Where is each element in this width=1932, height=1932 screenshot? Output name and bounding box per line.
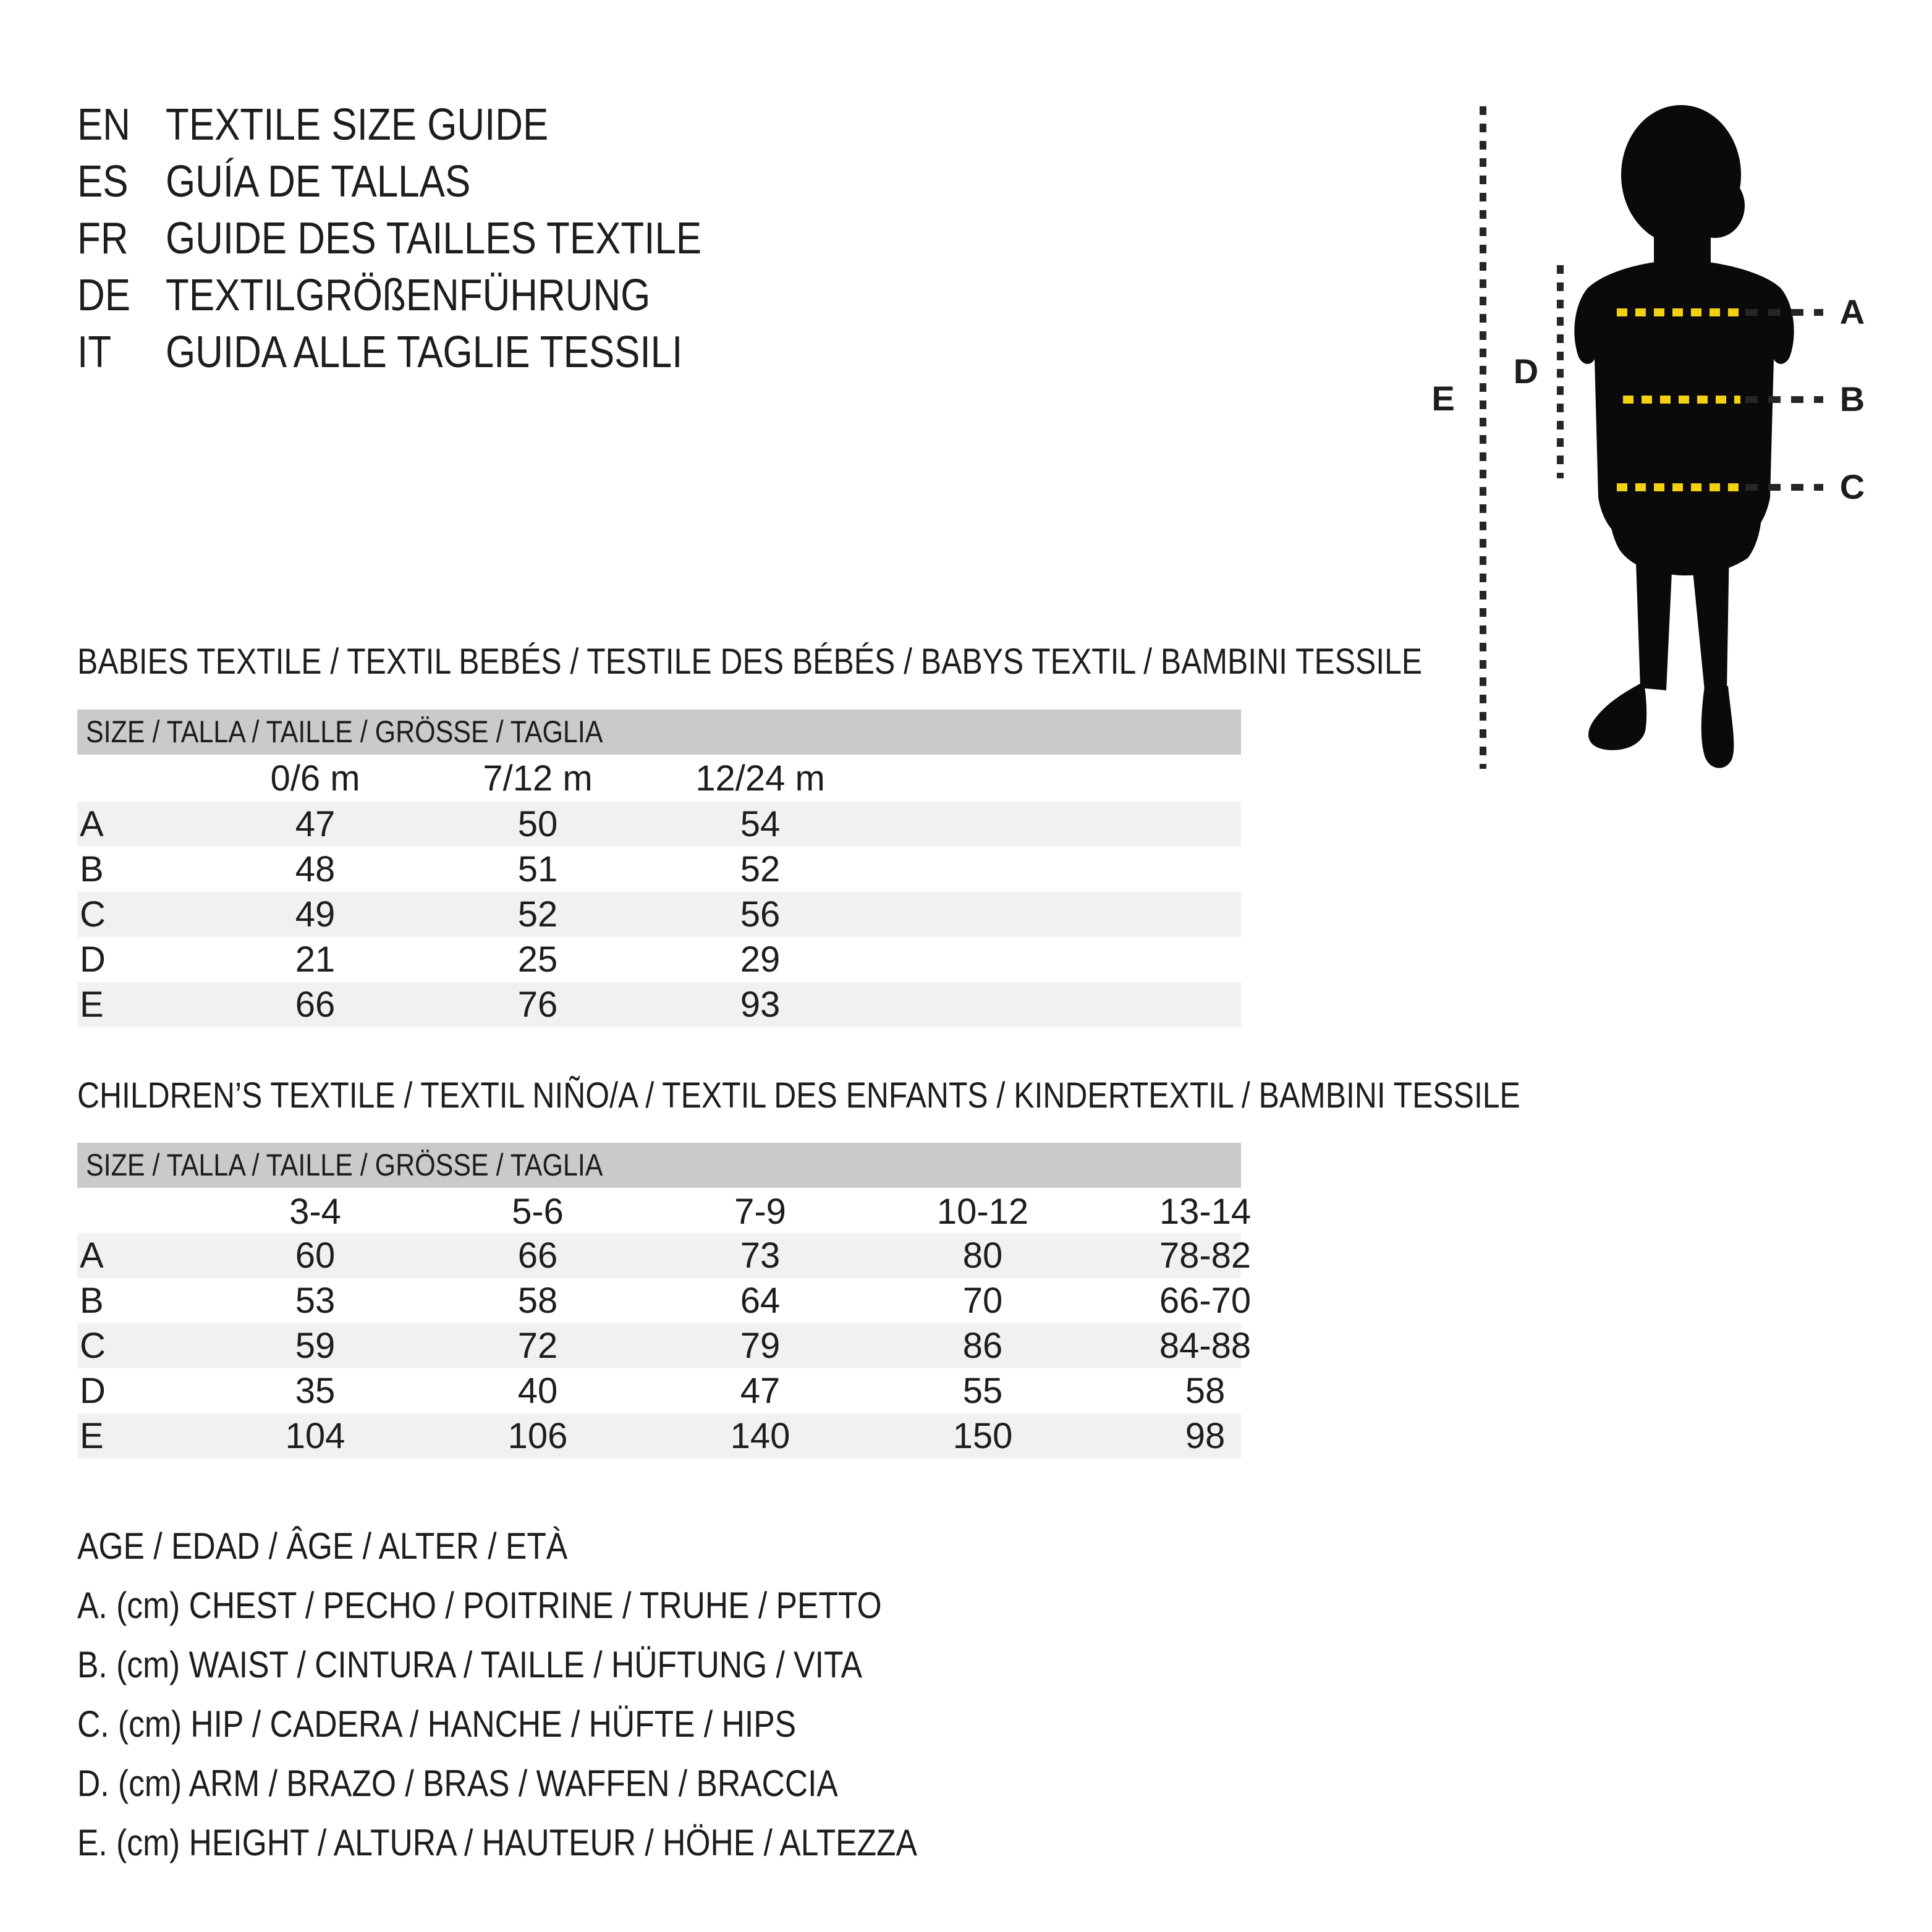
legend-height: E. (cm) HEIGHT / ALTURA / HAUTEUR / HÖHE / ALTEZZA (77, 1822, 917, 1863)
lang-title-de: TEXTILGRÖßENFÜHRUNG (166, 271, 651, 320)
chest-measure-line-yellow (1617, 308, 1740, 316)
children-row-a: A 60 66 73 80 78-82 (77, 1233, 1241, 1278)
children-col-13-14: 13-14 (1159, 1191, 1252, 1232)
children-section-title: CHILDREN’S TEXTILE / TEXTIL NIÑO/A / TEXTIL DES ENFANTS / KINDERTEXTIL / BAMBINI TESSILE (77, 1075, 1520, 1116)
babies-column-header-row (77, 755, 1241, 802)
lang-code-it: IT (77, 328, 112, 377)
lang-title-en: TEXTILE SIZE GUIDE (166, 100, 549, 150)
children-row-d: D 35 40 47 55 58 (80, 1371, 1226, 1411)
babies-col-12-24m: 12/24 m (695, 758, 825, 799)
lang-title-es: GUÍA DE TALLAS (166, 157, 471, 206)
figure-label-d: D (1513, 352, 1539, 391)
figure-label-b: B (1839, 379, 1865, 418)
babies-col-0-6m: 0/6 m (270, 758, 360, 799)
language-title-block (77, 96, 789, 381)
lang-title-fr: GUIDE DES TAILLES TEXTILE (166, 214, 702, 263)
babies-row-d: D 21 25 29 (80, 939, 781, 980)
babies-size-header-bar: SIZE / TALLA / TAILLE / GRÖSSE / TAGLIA (77, 710, 1241, 755)
legend-chest: A. (cm) CHEST / PECHO / POITRINE / TRUHE / PETTO (77, 1585, 882, 1626)
children-row-c: C 59 72 79 86 84-88 (77, 1323, 1241, 1368)
children-col-10-12: 10-12 (936, 1191, 1029, 1232)
chest-measure-line-dark (1745, 309, 1823, 316)
legend-waist: B. (cm) WAIST / CINTURA / TAILLE / HÜFTUNG / VITA (77, 1644, 863, 1685)
children-row-e: E 104 106 140 150 98 (77, 1413, 1241, 1459)
figure-label-a: A (1839, 292, 1865, 331)
children-col-3-4: 3-4 (289, 1191, 341, 1232)
babies-col-7-12m: 7/12 m (483, 758, 593, 799)
figure-label-e: E (1431, 379, 1455, 418)
children-row-b: B 53 58 64 70 66-70 (80, 1281, 1252, 1321)
children-col-7-9: 7-9 (734, 1191, 786, 1232)
measurement-legend (77, 1517, 1054, 1873)
lang-title-it: GUIDA ALLE TAGLIE TESSILI (166, 328, 683, 377)
lang-row-it (77, 324, 789, 381)
lang-code-en: EN (77, 100, 131, 150)
lang-code-fr: FR (77, 214, 129, 263)
babies-row-e: E 66 76 93 (77, 982, 1241, 1027)
hip-measure-line-yellow (1617, 483, 1740, 491)
lang-row-fr (77, 210, 789, 267)
legend-age: AGE / EDAD / ÂGE / ALTER / ETÀ (77, 1525, 568, 1567)
lang-code-es: ES (77, 157, 129, 206)
children-col-5-6: 5-6 (512, 1191, 564, 1232)
waist-measure-line-dark (1745, 396, 1823, 403)
lang-row-en (77, 96, 789, 153)
lang-code-de: DE (77, 271, 131, 320)
lang-row-es (77, 153, 789, 210)
babies-row-c: C 49 52 56 (77, 892, 1241, 937)
figure-label-c: C (1839, 467, 1865, 506)
legend-hip: C. (cm) HIP / CADERA / HANCHE / HÜFTE / HIPS (77, 1703, 797, 1745)
babies-row-a: A 47 50 54 (77, 802, 1241, 847)
lang-row-de (77, 267, 789, 324)
waist-measure-line-yellow (1623, 396, 1740, 404)
babies-row-b: B 48 51 52 (80, 849, 781, 889)
babies-section-title: BABIES TEXTILE / TEXTIL BEBÉS / TESTILE DES BÉBÉS / BABYS TEXTIL / BAMBINI TESSILE (77, 642, 1423, 682)
legend-arm: D. (cm) ARM / BRAZO / BRAS / WAFFEN / BRACCIA (77, 1763, 838, 1804)
hip-measure-line-dark (1745, 484, 1823, 491)
children-size-header-bar: SIZE / TALLA / TAILLE / GRÖSSE / TAGLIA (77, 1143, 1241, 1188)
arm-measure-line-d (1557, 265, 1564, 478)
children-column-header-row (77, 1188, 1252, 1235)
